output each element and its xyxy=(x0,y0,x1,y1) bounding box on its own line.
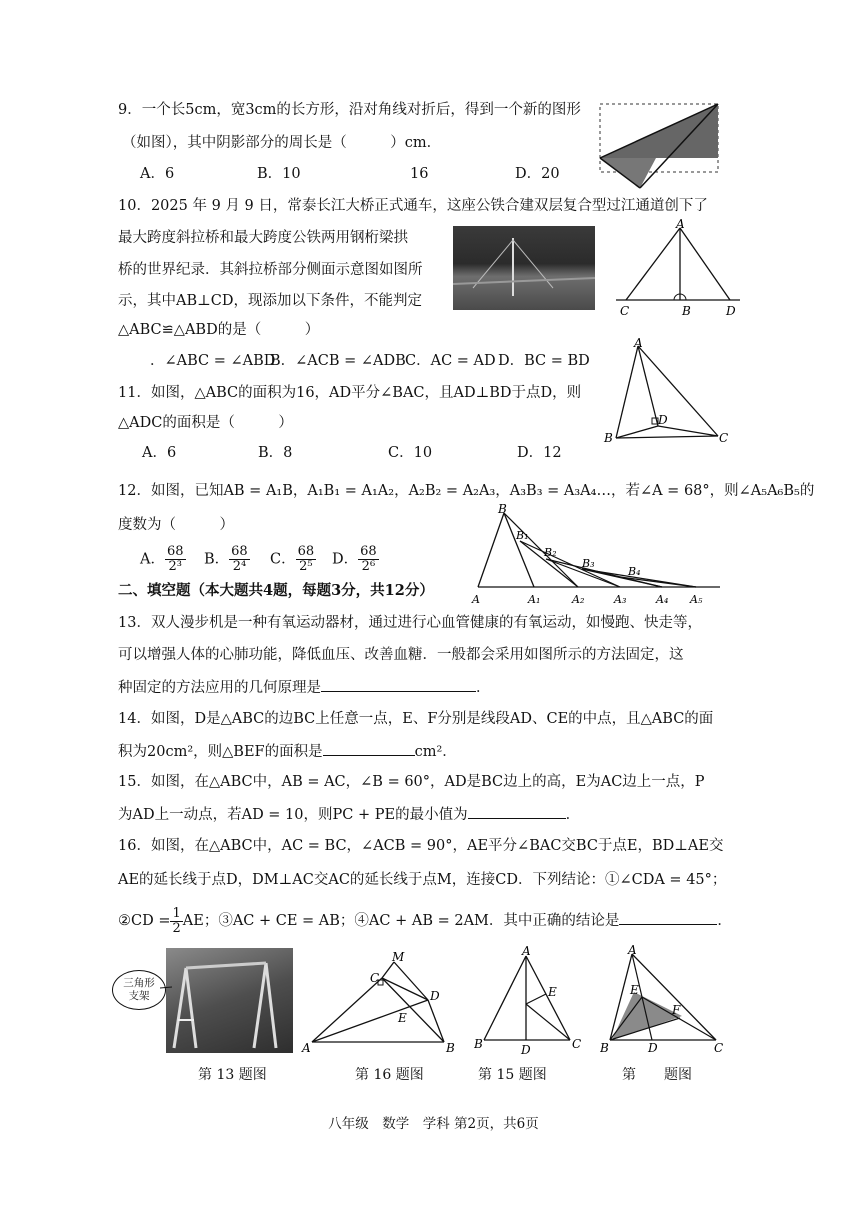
q12-label-b: B xyxy=(498,503,507,516)
q12-label-b3: B₃ xyxy=(582,557,595,570)
q11-option-c: C．10 xyxy=(388,445,433,461)
caption-fig13: 第 13 题图 xyxy=(198,1067,267,1083)
q16-label-a: A xyxy=(302,1041,311,1055)
caption-fig14: 第 题图 xyxy=(622,1067,692,1083)
caption-fig16: 第 16 题图 xyxy=(355,1067,424,1083)
q9-line2: （如图），其中阴影部分的周长是（ ）cm． xyxy=(122,135,442,151)
q13-line3-text: 种固定的方法应用的几何原理是 xyxy=(118,680,321,696)
q12-label-a1: A₁ xyxy=(528,593,541,606)
bridge-photo xyxy=(453,226,595,310)
q10-label-c: C xyxy=(620,304,630,318)
q13-tag-pointer xyxy=(160,985,172,991)
q9-option-d: D．20 xyxy=(515,166,560,182)
q10-label-b: B xyxy=(682,304,691,318)
q16-line1: 16．如图，在△ABC中，AC = BC，∠ACB = 90°，AE平分∠BAC交BC于点E，BD⊥AE交 xyxy=(118,838,724,854)
q12-label-a: A xyxy=(472,593,480,606)
q15-line2-end: ． xyxy=(565,807,581,823)
q10-option-b: B．∠ACB = ∠ADB xyxy=(270,353,406,369)
q12-option-b-den: 2⁴ xyxy=(232,559,247,574)
q12-label-a2: A₂ xyxy=(572,593,585,606)
q11-option-d: D．12 xyxy=(517,445,562,461)
q11-option-a: A．6 xyxy=(142,445,177,461)
q16-label-b: B xyxy=(446,1041,455,1055)
q16-line2: AE的延长线于点D，DM⊥AC交AC的延长线于点M，连接CD．下列结论：①∠CDA = 45°； xyxy=(118,872,727,888)
q12-chain-triangles-figure xyxy=(470,503,725,608)
q13-line3 xyxy=(118,677,491,698)
q14-line1: 14．如图，D是△ABC的边BC上任意一点，E、F分别是线段AD、CE的中点，且△ABC的面 xyxy=(118,711,714,727)
q13-photo xyxy=(166,948,293,1053)
q12-option-b-num: 68 xyxy=(231,544,248,559)
q15-line2-text: 为AD上一动点，若AD = 10，则PC + PE的最小值为 xyxy=(118,807,468,823)
q12-option-b-letter: B． xyxy=(204,551,230,568)
q15-figure xyxy=(474,944,584,1058)
q10-label-d: D xyxy=(726,304,736,318)
q15-label-b: B xyxy=(474,1037,483,1051)
q9-option-a: A．6 xyxy=(140,166,175,182)
q15-label-a: A xyxy=(522,944,531,958)
q12-label-b4: B₄ xyxy=(628,565,641,578)
page-footer: 八年级 数学 学科 第2页，共6页 xyxy=(328,1116,539,1132)
q16-answer-blank[interactable] xyxy=(619,910,717,925)
q9-shaded-flap xyxy=(600,158,656,188)
q13-answer-blank[interactable] xyxy=(321,677,476,692)
q14-label-f: F xyxy=(672,1003,681,1017)
q11-line2: △ADC的面积是（ ） xyxy=(118,415,293,431)
q12-line1: 12．如图，已知AB = A₁B，A₁B₁ = A₁A₂，A₂B₂ = A₂A₃，A₃B₃ = A₃A₄…，若∠A = 68°，则∠A₅A₆B₅的 xyxy=(118,483,815,499)
q15-line2 xyxy=(118,804,580,825)
q12-option-d-den: 2⁶ xyxy=(361,559,376,574)
q12-line2: 度数为（ ） xyxy=(118,517,234,533)
q12-label-a3: A₃ xyxy=(614,593,627,606)
q14-line2 xyxy=(118,741,457,762)
q12-option-a xyxy=(140,545,186,574)
q15-label-c: C xyxy=(572,1037,582,1051)
caption-fig15: 第 15 题图 xyxy=(478,1067,547,1083)
section-2-heading: 二、填空题（本大题共4题，每题3分，共12分） xyxy=(118,582,434,599)
q10-line4: 示，其中AB⊥CD，现添加以下条件，不能判定 xyxy=(118,293,422,309)
q15-label-d: D xyxy=(521,1043,531,1057)
q16-line3-text: AE；③AC + CE = AB；④AC + AB = 2AM．其中正确的结论是 xyxy=(182,913,620,929)
q12-option-c-den: 2⁵ xyxy=(299,559,313,574)
q12-option-b xyxy=(204,545,250,574)
q9-option-b: B．10 xyxy=(257,166,301,182)
q9-line1: 9．一个长5cm，宽3cm的长方形，沿对角线对折后，得到一个新的图形 xyxy=(118,102,581,118)
q10-option-d: D．BC = BD xyxy=(498,353,590,369)
q16-frac-den: 2 xyxy=(172,920,181,936)
q12-label-b2: B₂ xyxy=(544,546,557,559)
q10-line1: 10．2025 年 9 月 9 日，常泰长江大桥正式通车，这座公铁合建双层复合型过江通道创下了 xyxy=(118,198,708,214)
q10-line5: △ABC≌△ABD的是（ ） xyxy=(118,322,320,338)
q10-option-c: C．AC = AD xyxy=(405,353,496,369)
q12-option-a-letter: A． xyxy=(140,551,165,568)
q12-option-c-letter: C． xyxy=(270,551,296,568)
q16-line3-end: ． xyxy=(717,913,732,929)
q15-answer-blank[interactable] xyxy=(468,804,566,819)
q12-label-a5: A₅ xyxy=(690,593,703,606)
q15-label-e: E xyxy=(548,985,557,999)
q16-label-c: C xyxy=(370,971,380,985)
q16-label-m: M xyxy=(392,950,405,964)
q13-tag-line1: 三角形 xyxy=(123,977,155,989)
q16-frac-num: 1 xyxy=(172,905,181,921)
q13-triangle-support-tag xyxy=(112,970,166,1010)
q16-figure xyxy=(300,948,460,1058)
q14-label-b: B xyxy=(600,1041,609,1055)
q11-label-a: A xyxy=(634,336,643,350)
q14-answer-blank[interactable] xyxy=(323,741,415,756)
q10-option-a: ．∠ABC = ∠ABD xyxy=(150,353,276,369)
q10-line3: 桥的世界纪录．其斜拉桥部分侧面示意图如图所 xyxy=(118,262,423,278)
q15-line1: 15．如图，在△ABC中，AB = AC，∠B = 60°，AD是BC边上的高，E为AC边上一点，P xyxy=(118,774,705,790)
q12-option-a-den: 2³ xyxy=(168,559,182,574)
q16-line3 xyxy=(118,906,732,936)
q12-option-a-num: 68 xyxy=(166,544,184,559)
q10-triangle-figure xyxy=(612,218,747,318)
q14-line2-text: 积为20cm²，则△BEF的面积是 xyxy=(118,744,323,760)
q16-label-d: D xyxy=(430,989,440,1003)
q14-figure xyxy=(600,944,730,1058)
q13-tag-line2: 支架 xyxy=(128,990,150,1002)
q11-line1: 11．如图，△ABC的面积为16，AD平分∠BAC，且AD⊥BD于点D，则 xyxy=(118,385,582,401)
q13-line2: 可以增强人体的心肺功能，降低血压、改善血糖．一般都会采用如图所示的方法固定，这 xyxy=(118,647,684,663)
q12-label-a4: A₄ xyxy=(656,593,669,606)
q11-label-d: D xyxy=(658,413,668,427)
q11-label-c: C xyxy=(719,431,729,445)
q13-line3-end: ． xyxy=(476,680,491,696)
q10-line2: 最大跨度斜拉桥和最大跨度公铁两用钢桁梁拱 xyxy=(118,230,408,246)
q12-label-b1: B₁ xyxy=(516,529,529,542)
q14-label-e: E xyxy=(630,983,639,997)
q10-label-a: A xyxy=(676,218,685,231)
q12-option-d-num: 68 xyxy=(360,544,377,559)
q11-triangle-figure xyxy=(602,336,732,448)
q11-option-b: B．8 xyxy=(258,445,293,461)
q11-label-b: B xyxy=(604,431,613,445)
q12-option-d-letter: D． xyxy=(332,551,359,568)
q14-label-c: C xyxy=(714,1041,724,1055)
q16-label-e: E xyxy=(398,1011,407,1025)
q14-line2-end: cm²． xyxy=(414,744,457,760)
q12-option-c-num: 68 xyxy=(297,544,315,559)
q12-option-d xyxy=(332,545,379,574)
q12-option-c xyxy=(270,545,316,574)
q14-label-a: A xyxy=(628,944,637,957)
q9-folded-rectangle-figure xyxy=(596,100,726,195)
q9-option-c: 16 xyxy=(410,166,429,182)
q16-line3-start: ②CD = xyxy=(118,913,171,929)
q13-line1: 13．双人漫步机是一种有氧运动器材，通过进行心血管健康的有氧运动，如慢跑、快走等， xyxy=(118,615,702,631)
q14-label-d: D xyxy=(648,1041,658,1055)
